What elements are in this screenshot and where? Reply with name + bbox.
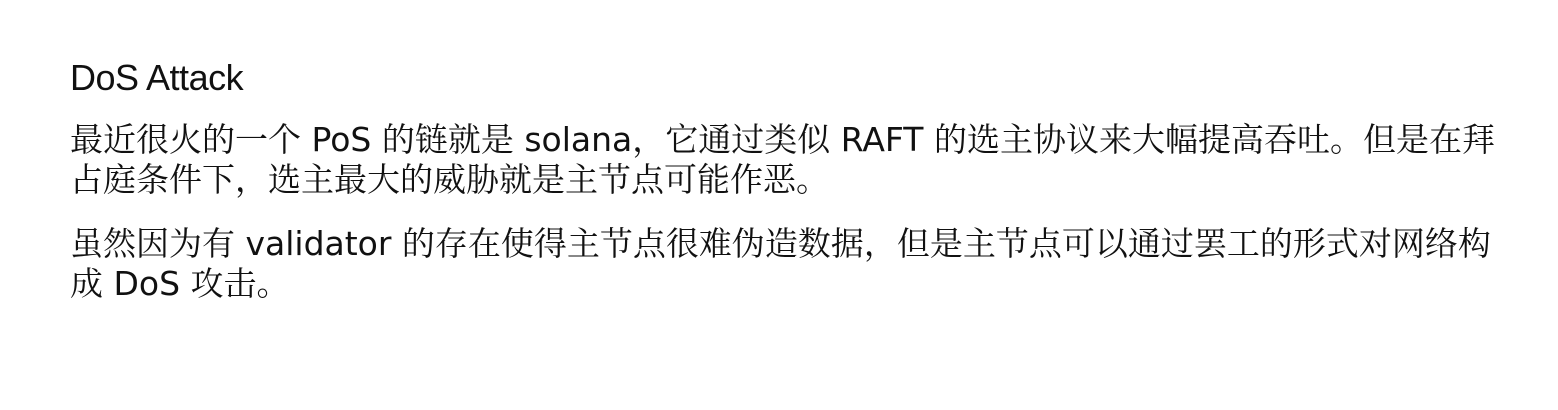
document-content [70, 56, 1500, 328]
paragraph-solana-leader-election: 最近很火的一个 PoS 的链就是 solana，它通过类似 RAFT 的选主协议来大幅提高吞吐。但是在拜占庭条件下，选主最大的威胁就是主节点可能作恶。 [70, 120, 1495, 199]
paragraph-dos-threat: 虽然因为有 validator 的存在使得主节点很难伪造数据，但是主节点可以通过罢工的形式对网络构成 DoS 攻击。 [70, 224, 1491, 303]
section-title: DoS Attack [70, 57, 244, 98]
